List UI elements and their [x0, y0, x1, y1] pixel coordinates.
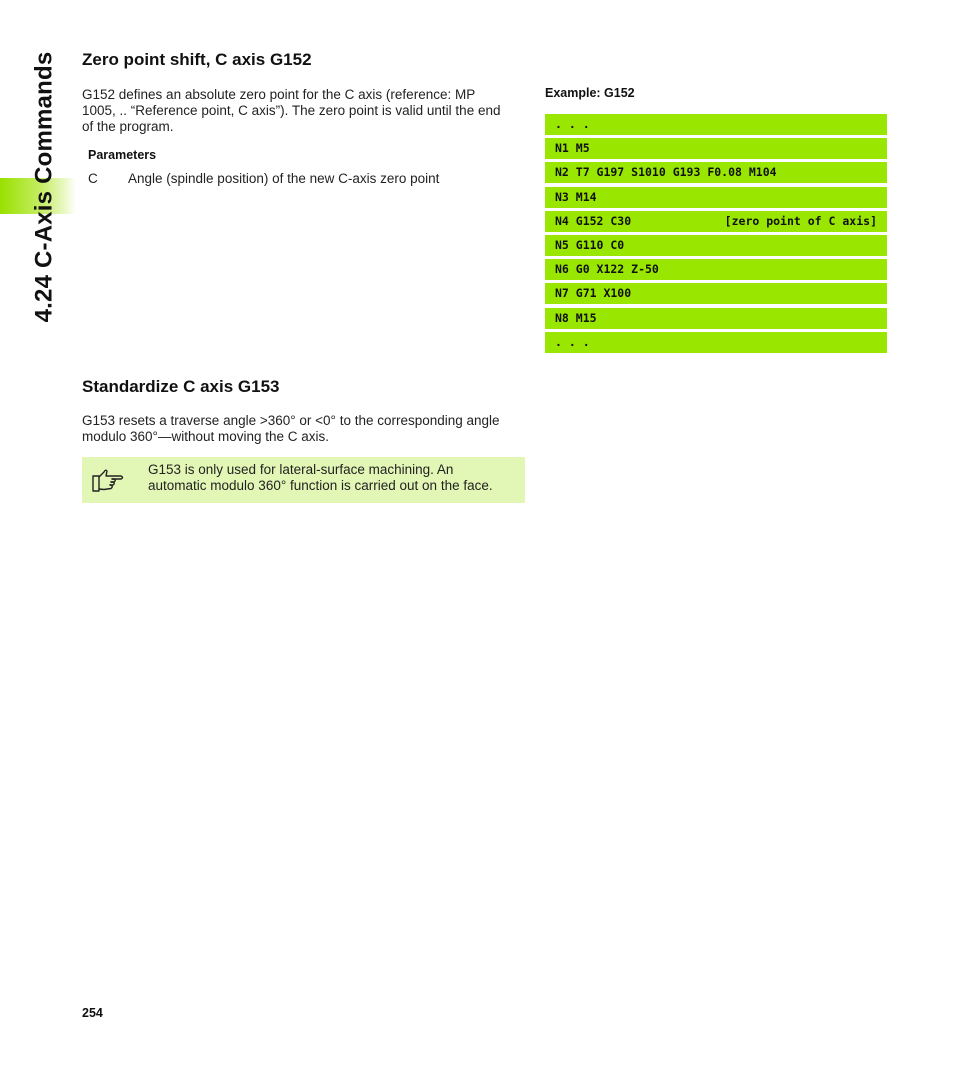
body-line: G152 defines an absolute zero point for the C axis (reference: MP: [82, 87, 476, 102]
section-body-g153: [82, 413, 527, 445]
code-text: N8 M15: [555, 310, 597, 325]
note-text: [148, 462, 520, 494]
code-line: [545, 332, 887, 353]
page-number: 254: [82, 1006, 103, 1020]
code-text: . . .: [555, 334, 590, 349]
code-line: [545, 162, 887, 183]
body-line: 1005, .. “Reference point, C axis”). The zero point is valid until the end: [82, 103, 501, 118]
chapter-side-title: [22, 32, 66, 342]
code-line: [545, 114, 887, 135]
parameter-name: C: [88, 171, 98, 186]
pointing-hand-icon: [90, 465, 126, 495]
code-line: [545, 283, 887, 304]
note-box: [82, 457, 525, 503]
code-line: [545, 211, 887, 232]
chapter-title-text: 4.24 C-Axis Commands: [30, 51, 58, 323]
example-label: Example: G152: [545, 86, 635, 100]
code-text: N2 T7 G197 S1010 G193 F0.08 M104: [555, 165, 777, 180]
code-line: [545, 235, 887, 256]
section-body-g152: [82, 87, 527, 135]
code-line: [545, 259, 887, 280]
section-heading-g152: Zero point shift, C axis G152: [82, 50, 312, 69]
code-text: N4 G152 C30: [555, 213, 632, 228]
code-text: N6 G0 X122 Z-50: [555, 262, 659, 277]
body-line: modulo 360°—without moving the C axis.: [82, 429, 330, 444]
code-line: [545, 187, 887, 208]
body-line: of the program.: [82, 119, 174, 134]
code-text: N1 M5: [555, 141, 590, 156]
code-text: N3 M14: [555, 189, 597, 204]
code-line: [545, 138, 887, 159]
code-comment: [zero point of C axis]: [724, 213, 877, 228]
code-text: N7 G71 X100: [555, 286, 632, 301]
code-text: . . .: [555, 117, 590, 131]
parameter-description: Angle (spindle position) of the new C-axis zero point: [128, 171, 440, 186]
note-line: G153 is only used for lateral-surface machining. An: [148, 462, 454, 477]
section-heading-g153: Standardize C axis G153: [82, 377, 280, 396]
code-text: N5 G110 C0: [555, 237, 625, 252]
note-line: automatic modulo 360° function is carried out on the face.: [148, 478, 493, 493]
code-example-block: [545, 114, 887, 356]
body-line: G153 resets a traverse angle >360° or <0° to the corresponding angle: [82, 413, 500, 428]
code-line: [545, 308, 887, 329]
parameters-heading: Parameters: [88, 148, 157, 162]
